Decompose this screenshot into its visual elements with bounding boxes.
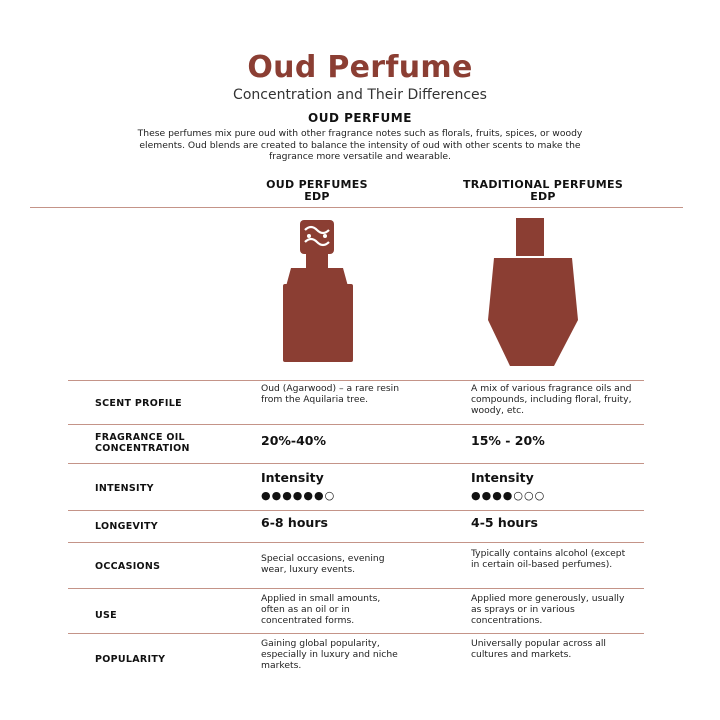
- row-divider: [68, 510, 644, 511]
- row-divider: [68, 380, 644, 381]
- occasions-label: OCCASIONS: [95, 561, 161, 572]
- traditional-longevity: 4-5 hours: [471, 515, 538, 530]
- traditional-use: Applied more generously, usually as sprays or in various concentrations.: [471, 593, 625, 626]
- use-label: USE: [95, 610, 117, 621]
- intensity-label: INTENSITY: [95, 483, 154, 494]
- section-description: These perfumes mix pure oud with other fragrance notes such as florals, fruits, spices, or woody elements. Oud blends are created to balance the intensity of oud with other scents to make the fragrance more versatile and wearable.: [137, 128, 583, 162]
- row-divider: [68, 424, 644, 425]
- oud-longevity: 6-8 hours: [261, 515, 328, 530]
- scent-profile-label: SCENT PROFILE: [95, 398, 182, 409]
- traditional-concentration: 15% - 20%: [471, 433, 545, 448]
- concentration-label: [95, 432, 190, 454]
- traditional-scent-profile: A mix of various fragrance oils and compounds, including floral, fruity, woody, etc.: [471, 383, 632, 416]
- oud-popularity: Gaining global popularity, especially in luxury and niche markets.: [261, 638, 398, 671]
- row-divider: [68, 542, 644, 543]
- row-divider: [68, 463, 644, 464]
- header-divider: [30, 207, 683, 208]
- oud-column-title: OUD PERFUMES: [266, 178, 368, 191]
- row-divider: [68, 588, 644, 589]
- traditional-intensity-rating: ●●●●○○○: [471, 489, 546, 502]
- popularity-label: POPULARITY: [95, 654, 166, 665]
- traditional-column-header: [443, 179, 643, 203]
- traditional-column-title: TRADITIONAL PERFUMES: [462, 178, 624, 191]
- oud-concentration: 20%-40%: [261, 433, 327, 448]
- oud-bottle-icon: [275, 218, 357, 364]
- oud-column-header: [227, 179, 407, 203]
- traditional-occasions: Typically contains alcohol (except in certain oil-based perfumes).: [471, 548, 626, 570]
- oud-column-type: EDP: [304, 190, 330, 203]
- traditional-bottle-icon: [488, 218, 584, 368]
- traditional-popularity: Universally popular across all cultures and markets.: [471, 638, 606, 660]
- traditional-intensity-label: Intensity: [471, 470, 534, 485]
- page-subtitle: Concentration and Their Differences: [233, 87, 487, 103]
- row-divider: [68, 633, 644, 634]
- oud-scent-profile: Oud (Agarwood) – a rare resin from the Aquilaria tree.: [261, 383, 400, 405]
- concentration-label-line2: CONCENTRATION: [95, 443, 190, 454]
- oud-intensity-rating: ●●●●●●○: [261, 489, 336, 502]
- traditional-column-type: EDP: [530, 190, 556, 203]
- oud-use: Applied in small amounts, often as an oil or in concentrated forms.: [261, 593, 381, 626]
- oud-occasions: Special occasions, evening wear, luxury events.: [261, 553, 385, 575]
- oud-intensity-label: Intensity: [261, 470, 324, 485]
- concentration-label-line1: FRAGRANCE OIL: [95, 432, 185, 443]
- longevity-label: LONGEVITY: [95, 521, 158, 532]
- section-title: OUD PERFUME: [308, 111, 412, 125]
- page-title: Oud Perfume: [247, 50, 473, 85]
